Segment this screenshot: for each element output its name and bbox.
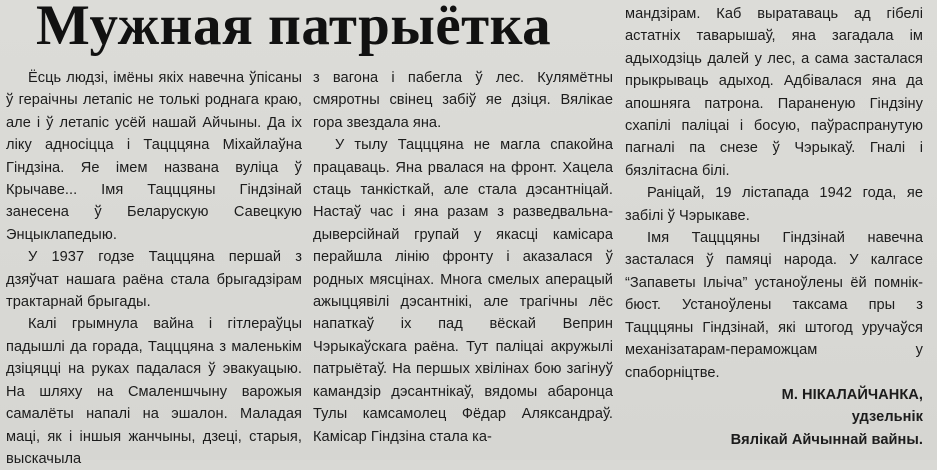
paragraph: У 1937 годзе Тацццяна першай з дзяўчат нашага раёна стала брыгадзірам трактарнай брыгады. xyxy=(6,249,302,311)
paragraph: мандзірам. Каб выратаваць ад гібелі астатніх таварышаў, яна загадала ім адыходзіць далей у лес, а сама засталася прыкрываць адыход. Адбівалася яна да апошняга патрона. Параненую Гіндзіну схапілі паліцаі і босую, паўраспранутую пагналі па снезе ў Чэрыкаў. Гналі і бязлітасна білі. xyxy=(625,6,923,179)
article-column-2 xyxy=(313,67,613,448)
paragraph: Ёсць людзі, імёны якіх навечна ўпісаны ў гераічны летапіс не толькі роднага краю, але і ў летапіс усёй нашай Айчыны. Да іх ліку адносіцца і Тацццяна Міхайлаўна Гіндзіна. Яе імем названа вуліца ў Крычаве... Імя Тацццяны Гіндзінай занесена ў Беларускую Савецкую Энцыклапедыю. xyxy=(6,70,302,243)
article-column-3 xyxy=(625,3,923,451)
paragraph: Імя Тацццяны Гіндзінай навечна засталася ў памяці народа. У калгасе “Запаветы Ільіча” устаноўлены ёй помнік-бюст. Устаноўлены таксама пры з Тацццяны Гіндзінай, які штогод уручаўся механізатарам-пераможцам у спаборніцтве. xyxy=(625,230,923,381)
paragraph: з вагона і пабегла ў лес. Кулямётны смяротны свінец забіў яе дзіця. Вялікае гора звездала яна. xyxy=(313,70,613,131)
author-signature xyxy=(625,384,923,451)
paragraph: Раніцай, 19 лістапада 1942 года, яе забілі ў Чэрыкаве. xyxy=(625,185,923,224)
paragraph: У тылу Тацццяна не магла спакойна працаваць. Яна рвалася на фронт. Хацела стаць танкісткай, але стала дэсантніцай. Настаў час і яна разам з разведвальна-дыверсійнай групай у якасці камісара перайшла лінію фронту і аказалася ў родных мясцінах. Многа смелых аперацый ажыццявілі дэсантнікі, але трагічны лёс напаткаў іх пад вёскай Веприн Чэрыкаўскага раёна. Тут паліцаі акружылі патрыётаў. На першых хвілінах бою загінуў камандзір дэсантнікаў, вядомы абаронца Тулы камсамолец Фёдар Аляксандраў. Камісар Гіндзіна стала ка- xyxy=(313,137,613,445)
article-column-1 xyxy=(6,67,302,470)
paragraph: Калі грымнула вайна і гітлераўцы падышлі да горада, Тацццяна з маленькім дзіцяцці на руках падалася ў эвакуацыю. На шляху на Смаленшчыну варожыя самалёты напалі на эшалон. Маладая маці, як і іншыя жанчыны, дзеці, старыя, выскачыла xyxy=(6,316,302,467)
author-name: М. НІКАЛАЙЧАНКА, xyxy=(781,386,923,403)
author-role-detail: Вялікай Айчыннай вайны. xyxy=(730,431,923,448)
author-role: удзельнік xyxy=(851,409,923,426)
article-headline: Мужная патрыётка xyxy=(36,0,552,57)
